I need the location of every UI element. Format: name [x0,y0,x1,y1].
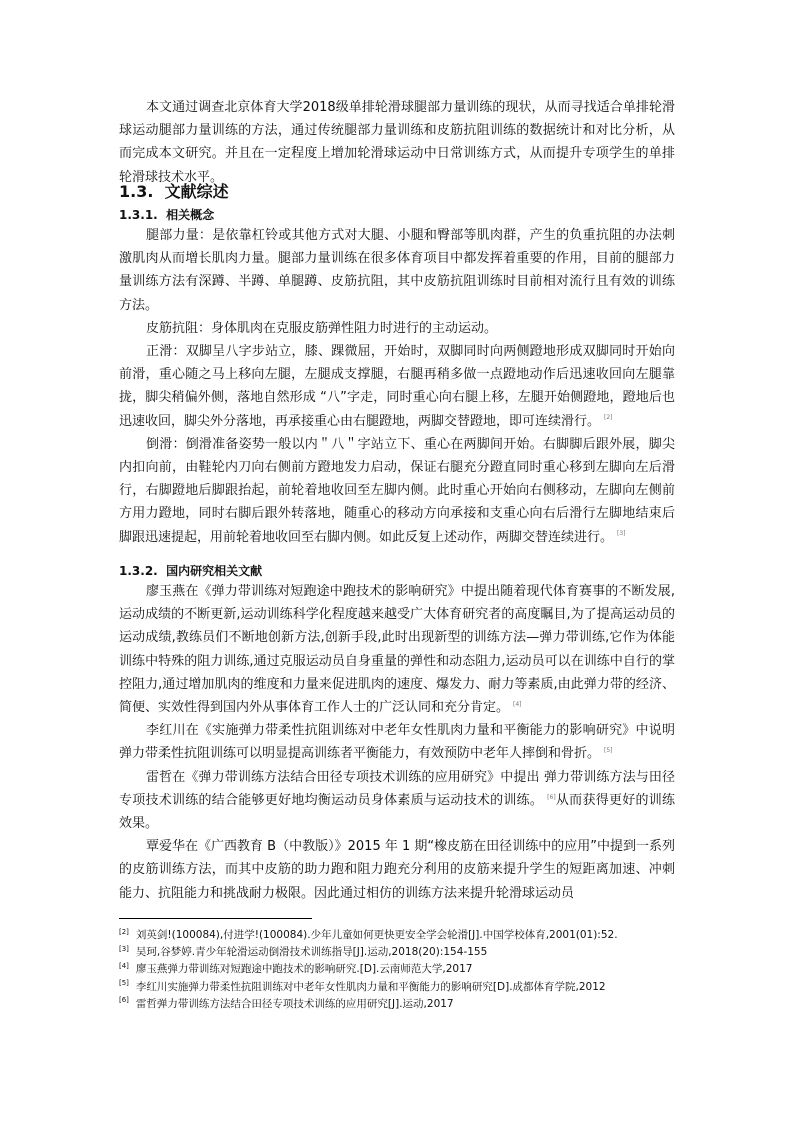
liao-text: 廖玉燕在《弹力带训练对短跑途中跑技术的影响研究》中提出随着现代体育赛事的不断发展,运动成绩的不断更新,运动训练科学化程度越来越受广大体育研究者的高度瞩目,为了提高运动员的运动成绩,教练员们不断地创新方法,创新手段,此时出现新型的训练方法—弹力带训练,它作为体能训练中特殊的阻力训练,通过克服运动员自身重量的弹性和动态阻力,运动员可以在训练中自行的掌控阻力,通过增加肌肉的维度和力量来促进肌肉的速度、爆发力、耐力等素质,由此弹力带的经济、简便、实效性得到国内外从事体育工作人士的广泛认同和充分肯定。 [119,584,675,716]
footnote-4-mark: [4] [119,961,129,970]
subsection-1-heading [119,204,675,226]
intro-block [119,96,675,189]
citation-4: [4] [513,700,522,708]
footnote-2 [119,927,675,944]
footnote-6-mark: [6] [119,996,129,1005]
subsection-2-title-text: 国内研究相关文献 [166,564,263,578]
footnote-6-text: 雷哲弹力带训练方法结合田径专项技术训练的应用研究[J].运动,2017 [135,997,454,1010]
footnote-2-mark: [2] [119,927,129,936]
section-heading [119,180,675,204]
subsection-1-title [119,204,675,226]
footnote-5-text: 李红川实施弹力带柔性抗阻训练对中老年女性肌肉力量和平衡能力的影响研究[D].成都体育学院,2012 [135,980,606,993]
footnote-3-mark: [3] [119,944,129,953]
section-title-text: 文献综述 [164,182,229,201]
subsection-1-body [119,224,675,549]
band-resistance-paragraph: 皮筋抗阻：身体肌肉在克服皮筋弹性阻力时进行的主动运动。 [146,320,498,336]
qin-paragraph: 覃爱华在《广西教育 B（中教版）》2015 年 1 期“橡皮筋在田径训练中的应用”中提到一系列的皮筋训练方法，而其中皮筋的助力跑和阻力跑充分利用的皮筋来提升学生的短距离加速、冲刺能力、抗阻能力和挑战耐力极限。因此通过相仿的训练方法来提升轮滑球运动员 [119,839,675,901]
li-text: 李红川在《实施弹力带柔性抗阻训练对中老年女性肌肉力量和平衡能力的影响研究》中说明弹力带柔性抗阻训练可以明显提高训练者平衡能力，有效预防中老年人摔倒和骨折。 [119,723,675,762]
lei-paragraph [119,766,675,836]
forward-skating-text: 正滑：双脚呈八字步站立，膝、踝微屈，开始时，双脚同时向两侧蹬地形成双脚同时开始向前滑，重心随之马上移向左腿，左腿成支撑腿，右腿再稍多做一点蹬地动作后迅速收回向左腿靠拢，脚尖稍偏外侧，落地自然形成 “八”字走，同时重心向右腿上移，左腿开始侧蹬地，蹬地后也迅速收回，脚尖外分落地，再承接重心由右腿蹬地，两脚交替蹬地，即可连续滑行。 [119,344,675,429]
footnote-4 [119,961,675,978]
leg-strength-paragraph: 腿部力量：是依靠杠铃或其他方式对大腿、小腿和臀部等肌肉群，产生的负重抗阻的办法刺激肌肉从而增长肌肉力量。腿部力量训练在很多体育项目中都发挥着重要的作用，目前的腿部力量训练方法有深蹲、半蹲、单腿蹲、皮筋抗阻，其中皮筋抗阻训练时目前相对流行且有效的训练方法。 [119,228,675,313]
footnote-3-text: 吴珂,谷梦婷.青少年轮滑运动倒滑技术训练指导[J].运动,2018(20):154-155 [135,946,488,959]
backward-skating-text: 倒滑：倒滑准备姿势一般以内＂八＂字站立下、重心在两脚间开始。右脚脚后跟外展，脚尖内扣向前，由鞋轮内刀向右侧前方蹬地发力启动，保证右腿充分蹬直同时重心移到左脚向左后滑行，右脚蹬地后脚跟抬起，前轮着地收回至左脚内侧。此时重心开始向右侧移动，左脚向左侧前方用力蹬地，同时右脚后跟外转落地，随重心的移动方向承接和支重心向右后滑行左脚地结束后脚跟迅速提起，用前轮着地收回至右脚内侧。如此反复上述动作，两脚交替连续进行。 [119,436,675,545]
subsection-2-heading [119,560,675,582]
footnote-divider [119,918,312,919]
footnote-2-text: 刘英剑!(100084),付进学!(100084).少年儿童如何更快更安全学会轮滑[J].中国学校体育,2001(01):52. [135,929,618,941]
citation-6: [6] [547,793,556,801]
lei-text-end: 从而获得更好的训练效果。 [119,792,675,832]
citation-5: [5] [604,747,613,755]
subsection-2-title [119,560,675,582]
footnote-3 [119,944,675,961]
li-paragraph [119,719,675,765]
footnote-6 [119,996,675,1013]
subsection-2-number: 1.3.2. [119,564,158,578]
subsection-1-title-text: 相关概念 [166,208,215,222]
lei-text: 雷哲在《弹力带训练方法结合田径专项技术训练的应用研究》中提出 弹力带训练方法与田径专项技术训练的结合能够更好地均衡运动员身体素质与运动技术的训练。 [119,769,675,808]
footnotes [119,927,675,1013]
subsection-1-number: 1.3.1. [119,208,158,222]
liao-paragraph [119,580,675,719]
section-title [119,180,675,204]
footnote-4-text: 廖玉燕弹力带训练对短跑途中跑技术的影响研究.[D].云南师范大学,2017 [135,963,473,976]
citation-3: [3] [617,530,626,538]
forward-skating-paragraph [119,340,675,433]
section-number: 1.3. [119,182,154,201]
footnote-5 [119,979,675,996]
backward-skating-paragraph [119,433,675,549]
intro-paragraph: 本文通过调查北京体育大学2018级单排轮滑球腿部力量训练的现状，从而寻找适合单排轮滑球运动腿部力量训练的方法，通过传统腿部力量训练和皮筋抗阻训练的数据统计和对比分析，从而完成本文研究。并且在一定程度上增加轮滑球运动中日常训练方式，从而提升专项学生的单排轮滑球技术水平。 [119,100,675,185]
footnote-5-mark: [5] [119,979,129,988]
citation-2: [2] [604,414,613,422]
subsection-2-body [119,580,675,905]
